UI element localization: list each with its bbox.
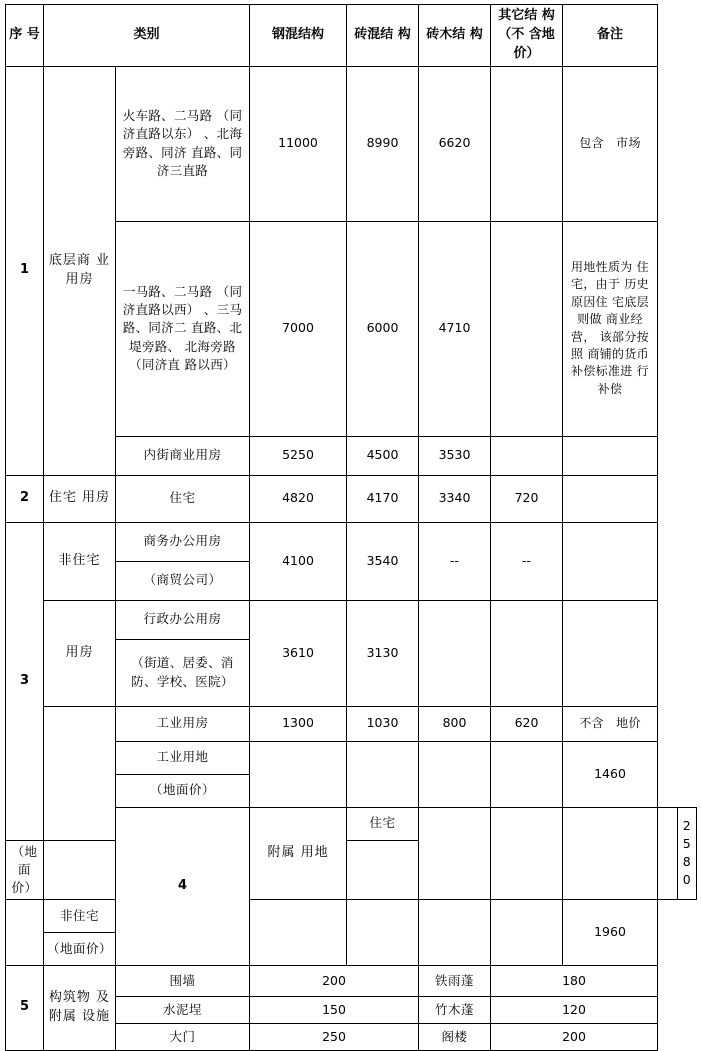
item-name-5-3-right: 阁楼 xyxy=(419,1023,491,1050)
table-row xyxy=(6,899,697,932)
category-group-3-spacer xyxy=(44,706,116,840)
row-index-4: 4 xyxy=(116,807,250,965)
header-index: 序 号 xyxy=(6,5,44,67)
value-brick-wood-1-2: 4710 xyxy=(419,221,491,436)
value-concrete-4-1 xyxy=(419,807,491,899)
category-group-4-spacer xyxy=(6,899,44,965)
item-value-5-1-left: 200 xyxy=(250,965,419,996)
value-other-3-3: 620 xyxy=(491,706,563,741)
header-concrete: 钢混结构 xyxy=(250,5,347,67)
header-brick-concrete: 砖混结 构 xyxy=(347,5,419,67)
category-group-3-b: 用房 xyxy=(44,600,116,706)
value-brick-concrete-1-2: 6000 xyxy=(347,221,419,436)
value-brick-concrete-3-2: 3130 xyxy=(347,600,419,706)
item-desc-3-4-line1: 工业用地 xyxy=(116,741,250,774)
item-value-5-3-left: 250 xyxy=(250,1023,419,1050)
category-group-4: 附属 用地 xyxy=(250,807,347,899)
header-category: 类别 xyxy=(44,5,250,67)
remark-4-2: 1960 xyxy=(563,899,658,965)
value-brick-wood-1-3: 3530 xyxy=(419,436,491,475)
item-desc-3-3: 工业用房 xyxy=(116,706,250,741)
value-other-3-4 xyxy=(491,741,563,807)
value-brick-concrete-4-2 xyxy=(347,899,419,965)
remark-1-3 xyxy=(563,436,658,475)
row-index-5: 5 xyxy=(6,965,44,1050)
table-row xyxy=(6,600,697,639)
table-row xyxy=(6,475,697,522)
value-concrete-1-3: 5250 xyxy=(250,436,347,475)
item-desc-3-1-line1: 商务办公用房 xyxy=(116,522,250,561)
value-brick-concrete-3-4 xyxy=(347,741,419,807)
value-brick-concrete-3-3: 1030 xyxy=(347,706,419,741)
value-brick-wood-3-1: -- xyxy=(419,522,491,600)
table-row xyxy=(6,522,697,561)
item-desc-4-2-line1: 非住宅 xyxy=(44,899,116,932)
value-brick-wood-3-2 xyxy=(419,600,491,706)
value-other-3-1: -- xyxy=(491,522,563,600)
category-group-1: 底层商 业用房 xyxy=(44,66,116,475)
value-brick-wood-3-4 xyxy=(419,741,491,807)
item-desc-4-2-line2: （地面价） xyxy=(44,932,116,965)
remark-3-4: 1460 xyxy=(563,741,658,807)
item-desc-4-1-line2: （地面价） xyxy=(6,840,44,899)
remark-2-1 xyxy=(563,475,658,522)
compensation-standard-sheet xyxy=(0,4,701,1044)
remark-1-2: 用地性质为 住宅，由于 历史原因住 宅底层则做 商业经营， 该部分按照 商铺的货币 补偿标准进 行补偿 xyxy=(563,221,658,436)
category-group-5: 构筑物 及附属 设施 xyxy=(44,965,116,1050)
header-remark: 备注 xyxy=(563,5,658,67)
value-other-3-2 xyxy=(491,600,563,706)
item-name-5-2-left: 水泥埕 xyxy=(116,996,250,1023)
value-concrete-1-2: 7000 xyxy=(250,221,347,436)
row-index-3: 3 xyxy=(6,522,44,840)
remark-3-2 xyxy=(563,600,658,706)
item-name-5-1-left: 围墙 xyxy=(116,965,250,996)
remark-1-1: 包含 市场 xyxy=(563,66,658,221)
header-brick-wood: 砖木结 构 xyxy=(419,5,491,67)
table-header-row xyxy=(6,5,697,67)
value-other-4-1 xyxy=(658,807,677,899)
remark-3-3: 不含 地价 xyxy=(563,706,658,741)
value-concrete-1-1: 11000 xyxy=(250,66,347,221)
item-desc-3-4-line2: （地面价） xyxy=(116,774,250,807)
item-desc-1-3: 内街商业用房 xyxy=(116,436,250,475)
item-desc-2-1: 住宅 xyxy=(116,475,250,522)
value-brick-wood-1-1: 6620 xyxy=(419,66,491,221)
value-brick-concrete-1-1: 8990 xyxy=(347,66,419,221)
value-other-1-3 xyxy=(491,436,563,475)
value-other-2-1: 720 xyxy=(491,475,563,522)
value-other-4-2 xyxy=(491,899,563,965)
table-row xyxy=(6,66,697,221)
item-desc-3-1-line2: （商贸公司） xyxy=(116,561,250,600)
item-desc-1-1: 火车路、二马路 （同济直路以东） 、北海旁路、同济 直路、同济三直路 xyxy=(116,66,250,221)
value-brick-wood-2-1: 3340 xyxy=(419,475,491,522)
table-row xyxy=(6,706,697,741)
value-brick-concrete-4-1 xyxy=(491,807,563,899)
value-concrete-3-2: 3610 xyxy=(250,600,347,706)
remark-4-1: 2580 xyxy=(677,807,697,899)
item-desc-1-2: 一马路、二马路 （同济直路以西） 、三马路、同济二 直路、北堤旁路、 北海旁路（同济直 路以西） xyxy=(116,221,250,436)
table-row xyxy=(6,965,697,996)
value-concrete-3-1: 4100 xyxy=(250,522,347,600)
value-brick-wood-4-2 xyxy=(419,899,491,965)
row-index-1: 1 xyxy=(6,66,44,475)
item-value-5-3-right: 200 xyxy=(491,1023,658,1050)
item-value-5-2-right: 120 xyxy=(491,996,658,1023)
value-brick-concrete-3-1: 3540 xyxy=(347,522,419,600)
value-brick-wood-4-1 xyxy=(563,807,658,899)
compensation-table xyxy=(5,4,697,1051)
item-value-5-2-left: 150 xyxy=(250,996,419,1023)
item-name-5-3-left: 大门 xyxy=(116,1023,250,1050)
value-other-1-1 xyxy=(491,66,563,221)
category-group-3-a: 非住宅 xyxy=(44,522,116,600)
item-name-5-2-right: 竹木蓬 xyxy=(419,996,491,1023)
item-desc-3-2-line1: 行政办公用房 xyxy=(116,600,250,639)
value-concrete-3-3: 1300 xyxy=(250,706,347,741)
value-brick-concrete-1-3: 4500 xyxy=(347,436,419,475)
remark-3-1 xyxy=(563,522,658,600)
value-other-1-2 xyxy=(491,221,563,436)
item-name-5-1-right: 铁雨蓬 xyxy=(419,965,491,996)
value-brick-wood-3-3: 800 xyxy=(419,706,491,741)
header-other: 其它结 构（不 含地价） xyxy=(491,5,563,67)
item-value-5-1-right: 180 xyxy=(491,965,658,996)
value-concrete-4-2 xyxy=(250,899,347,965)
value-concrete-3-4 xyxy=(250,741,347,807)
category-group-2: 住宅 用房 xyxy=(44,475,116,522)
item-desc-3-2-line2: （街道、居委、消 防、学校、医院） xyxy=(116,639,250,706)
row-index-2: 2 xyxy=(6,475,44,522)
value-brick-concrete-2-1: 4170 xyxy=(347,475,419,522)
value-concrete-2-1: 4820 xyxy=(250,475,347,522)
item-desc-4-1-line1: 住宅 xyxy=(347,807,419,840)
